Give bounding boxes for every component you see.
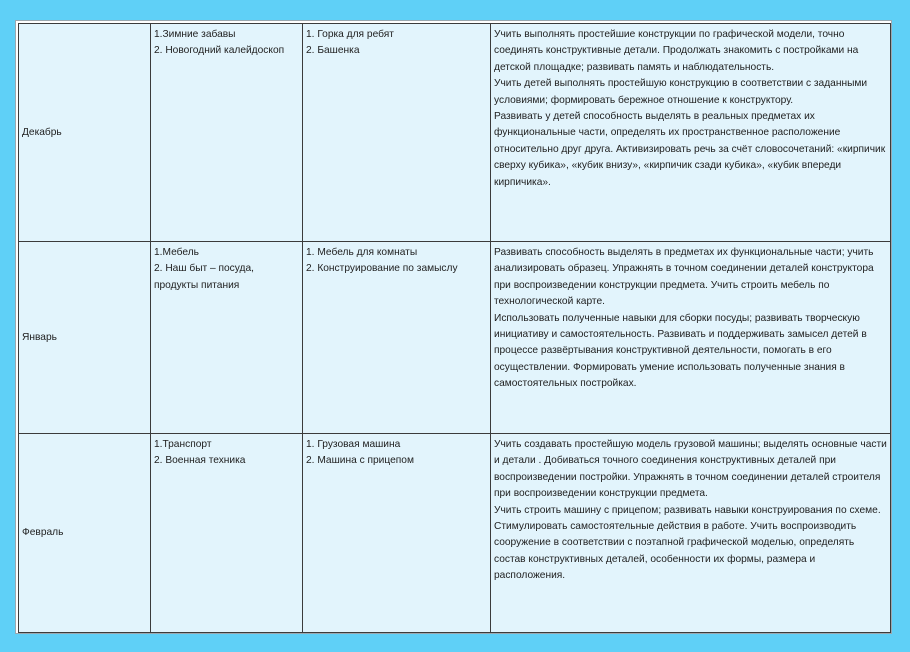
goal-paragraph: Развивать способность выделять в предметах их функциональные части; учить анализировать образец. Упражнять в точном соединении деталей конструктора при воспроизведении конструкции предмета. Учить строить мебель по технологической карте.	[494, 247, 874, 308]
lesson-item: 1. Мебель для комнаты	[306, 247, 418, 258]
lesson-item: 1. Горка для ребят	[306, 29, 394, 40]
goal-paragraph: Учить строить машину с прицепом; развивать навыки конструирования по схеме. Стимулировать самостоятельные действия в работе. Учить воспроизводить сооружение в соответствии с поэтапной графической моделью, определять состав конструктивных деталей, особенности их формы, размера и расположения.	[494, 504, 881, 582]
table-row	[19, 24, 891, 242]
lesson-item: 2. Машина с прицепом	[306, 455, 414, 467]
goals-cell	[491, 242, 891, 434]
topic-item: 1.Зимние забавы	[154, 29, 236, 40]
goal-paragraph: Учить выполнять простейшие конструкции по графической модели, точно соединять конструктивные детали. Продолжать знакомить с постройками на детской площадке; развивать память и наблюдательность.	[494, 29, 859, 73]
goal-paragraph: Развивать у детей способность выделять в реальных предметах их функциональные части, определять их пространственное расположение относительно друг друга. Активизировать речь за счёт словосочетаний: «кирпичик сверху кубика», «кубик внизу», «кирпичик сзади кубика», «кубик впереди кирпичика».	[494, 111, 886, 188]
topic-item: 1.Транспорт	[154, 439, 212, 450]
document-page	[15, 20, 892, 634]
lessons-cell	[303, 434, 491, 633]
topics-cell	[151, 242, 303, 434]
plan-table	[18, 23, 891, 633]
topic-item: 2. Новогодний калейдоскоп	[154, 45, 285, 57]
lessons-cell	[303, 24, 491, 242]
month-label: Январь	[22, 331, 57, 343]
lessons-cell	[303, 242, 491, 434]
month-cell	[19, 434, 151, 633]
goals-cell	[491, 24, 891, 242]
topics-cell	[151, 24, 303, 242]
month-label: Февраль	[22, 527, 64, 539]
lesson-item: 1. Грузовая машина	[306, 439, 401, 450]
month-cell	[19, 242, 151, 434]
lesson-item: 2. Конструирование по замыслу	[306, 263, 458, 275]
month-label: Декабрь	[22, 126, 62, 138]
topic-item: 2. Военная техника	[154, 455, 246, 467]
topics-cell	[151, 434, 303, 633]
topic-item: 2. Наш быт – посуда, продукты питания	[154, 263, 254, 291]
month-cell	[19, 24, 151, 242]
goal-paragraph: Учить создавать простейшую модель грузовой машины; выделять основные части и детали . Добиваться точного соединения конструктивных деталей при воспроизведении постройки. Упражнять в точном соединении деталей строителя при воспроизведении конструкции предмета.	[494, 439, 887, 500]
table-row	[19, 434, 891, 633]
goal-paragraph: Учить детей выполнять простейшую конструкцию в соответствии с заданными условиями; формировать бережное отношение к конструктору.	[494, 78, 868, 106]
goal-paragraph: Использовать полученные навыки для сборки посуды; развивать творческую инициативу и самостоятельность. Развивать и поддерживать замысел детей в процессе развёртывания конструктивной деятельности, помогать в его осуществлении. Формировать умение использовать полученные знания в самостоятельных постройках.	[494, 312, 867, 390]
topic-item: 1.Мебель	[154, 247, 199, 258]
table-row	[19, 242, 891, 434]
lesson-item: 2. Башенка	[306, 45, 360, 57]
goals-cell	[491, 434, 891, 633]
